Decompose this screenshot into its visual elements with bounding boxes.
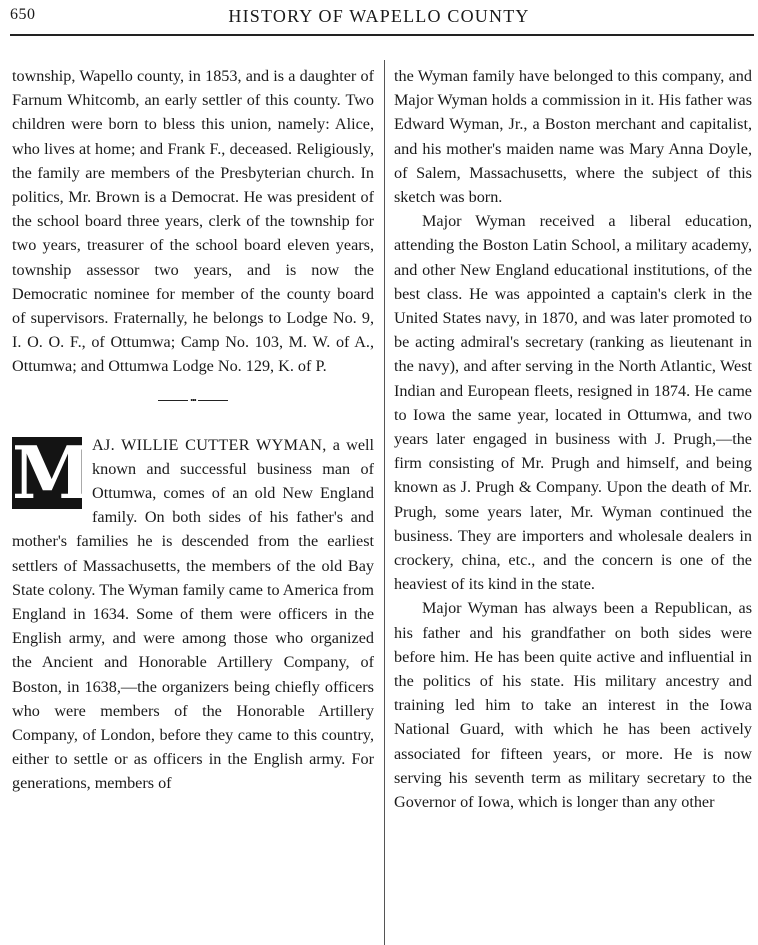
drop-cap-initial: M (12, 429, 92, 515)
biography-section (12, 429, 374, 796)
politics-paragraph: Major Wyman has always been a Republican, as his father and his grandfather on both sides were before him. He has been quite active and influential in the politics of his state. His military ancestry and training led him to take an interest in the Iowa National Guard, with which he has been actively associated for fifteen years, or more. He is now serving his seventh term as military secretary to the Governor of Iowa, which is longer than any other (394, 599, 752, 812)
column-divider (384, 60, 385, 945)
education-paragraph: Major Wyman received a liberal education, attending the Boston Latin School, a military academy, and other New England educational institutions, of the best class. He was appointed a captain's clerk in the United States navy, in 1870, and was later promoted to be acting admiral's secretary (ranking as lieutenant in the navy), and after serving in the North Atlantic, West Indian and European fleets, resigned in 1874. He came to Iowa the same year, located in Ottumwa, and two years later engaged in business with J. Prugh,—the firm consisting of Mr. Prugh and himself, and being known as J. Prugh & Company. Upon the death of Mr. Prugh, some years later, Mr. Wyman continued the business. They are importers and wholesale dealers in crockery, china, etc., and the concern is one of the heaviest of its kind in the state. (394, 212, 752, 594)
biography-name: AJ. WILLIE CUTTER WYMAN, (92, 435, 327, 454)
ornament-line-right (198, 400, 228, 401)
header-rule (10, 34, 754, 36)
ornament-dots: ••• (190, 395, 196, 405)
right-column (394, 64, 752, 814)
ornament-line-left (158, 400, 188, 401)
section-ornament (12, 389, 374, 413)
intro-paragraph: township, Wapello county, in 1853, and is a daughter of Farnum Whitcomb, an early settler of this county. Two children were born to bless this union, namely: Alice, who lives at home; and Frank F., deceased. Religiously, the family are members of the Presbyterian church. In politics, Mr. Brown is a Democrat. He was president of the school board three years, clerk of the township for two years, treasurer of the school board eleven years, township assessor two years, and is now the Democratic nominee for member of the county board of supervisors. Fraternally, he belongs to Lodge No. 9, I. O. O. F., of Ottumwa; Camp No. 103, M. W. of A., Ottumwa; and Ottumwa Lodge No. 129, K. of P. (12, 67, 374, 376)
page-number: 650 (10, 6, 36, 23)
page-header (0, 4, 758, 34)
biography-paragraph: a well known and successful business man of Ottumwa, comes of an old New England family. On both sides of his father's and mother's families he is descended from the earliest settlers of Massachusetts, the members of the old Bay State colony. The Wyman family came to America from England in 1634. Some of them were officers in the English army, and were among those who organized the Ancient and Honorable Artillery Company, of Boston, in 1638,—the organizers being chiefly officers who were members of the Honorable Artillery Company, of London, before they came to this country, either to settle or as officers in the English army. For generations, members of (12, 435, 374, 793)
running-head-title: HISTORY OF WAPELLO COUNTY (228, 6, 530, 26)
left-column (12, 64, 374, 796)
continuation-paragraph: the Wyman family have belonged to this company, and Major Wyman holds a commission in it. His father was Edward Wyman, Jr., a Boston merchant and capitalist, and his mother's maiden name was Mary Anna Doyle, of Salem, Massachusetts, where the subject of this sketch was born. (394, 67, 752, 207)
